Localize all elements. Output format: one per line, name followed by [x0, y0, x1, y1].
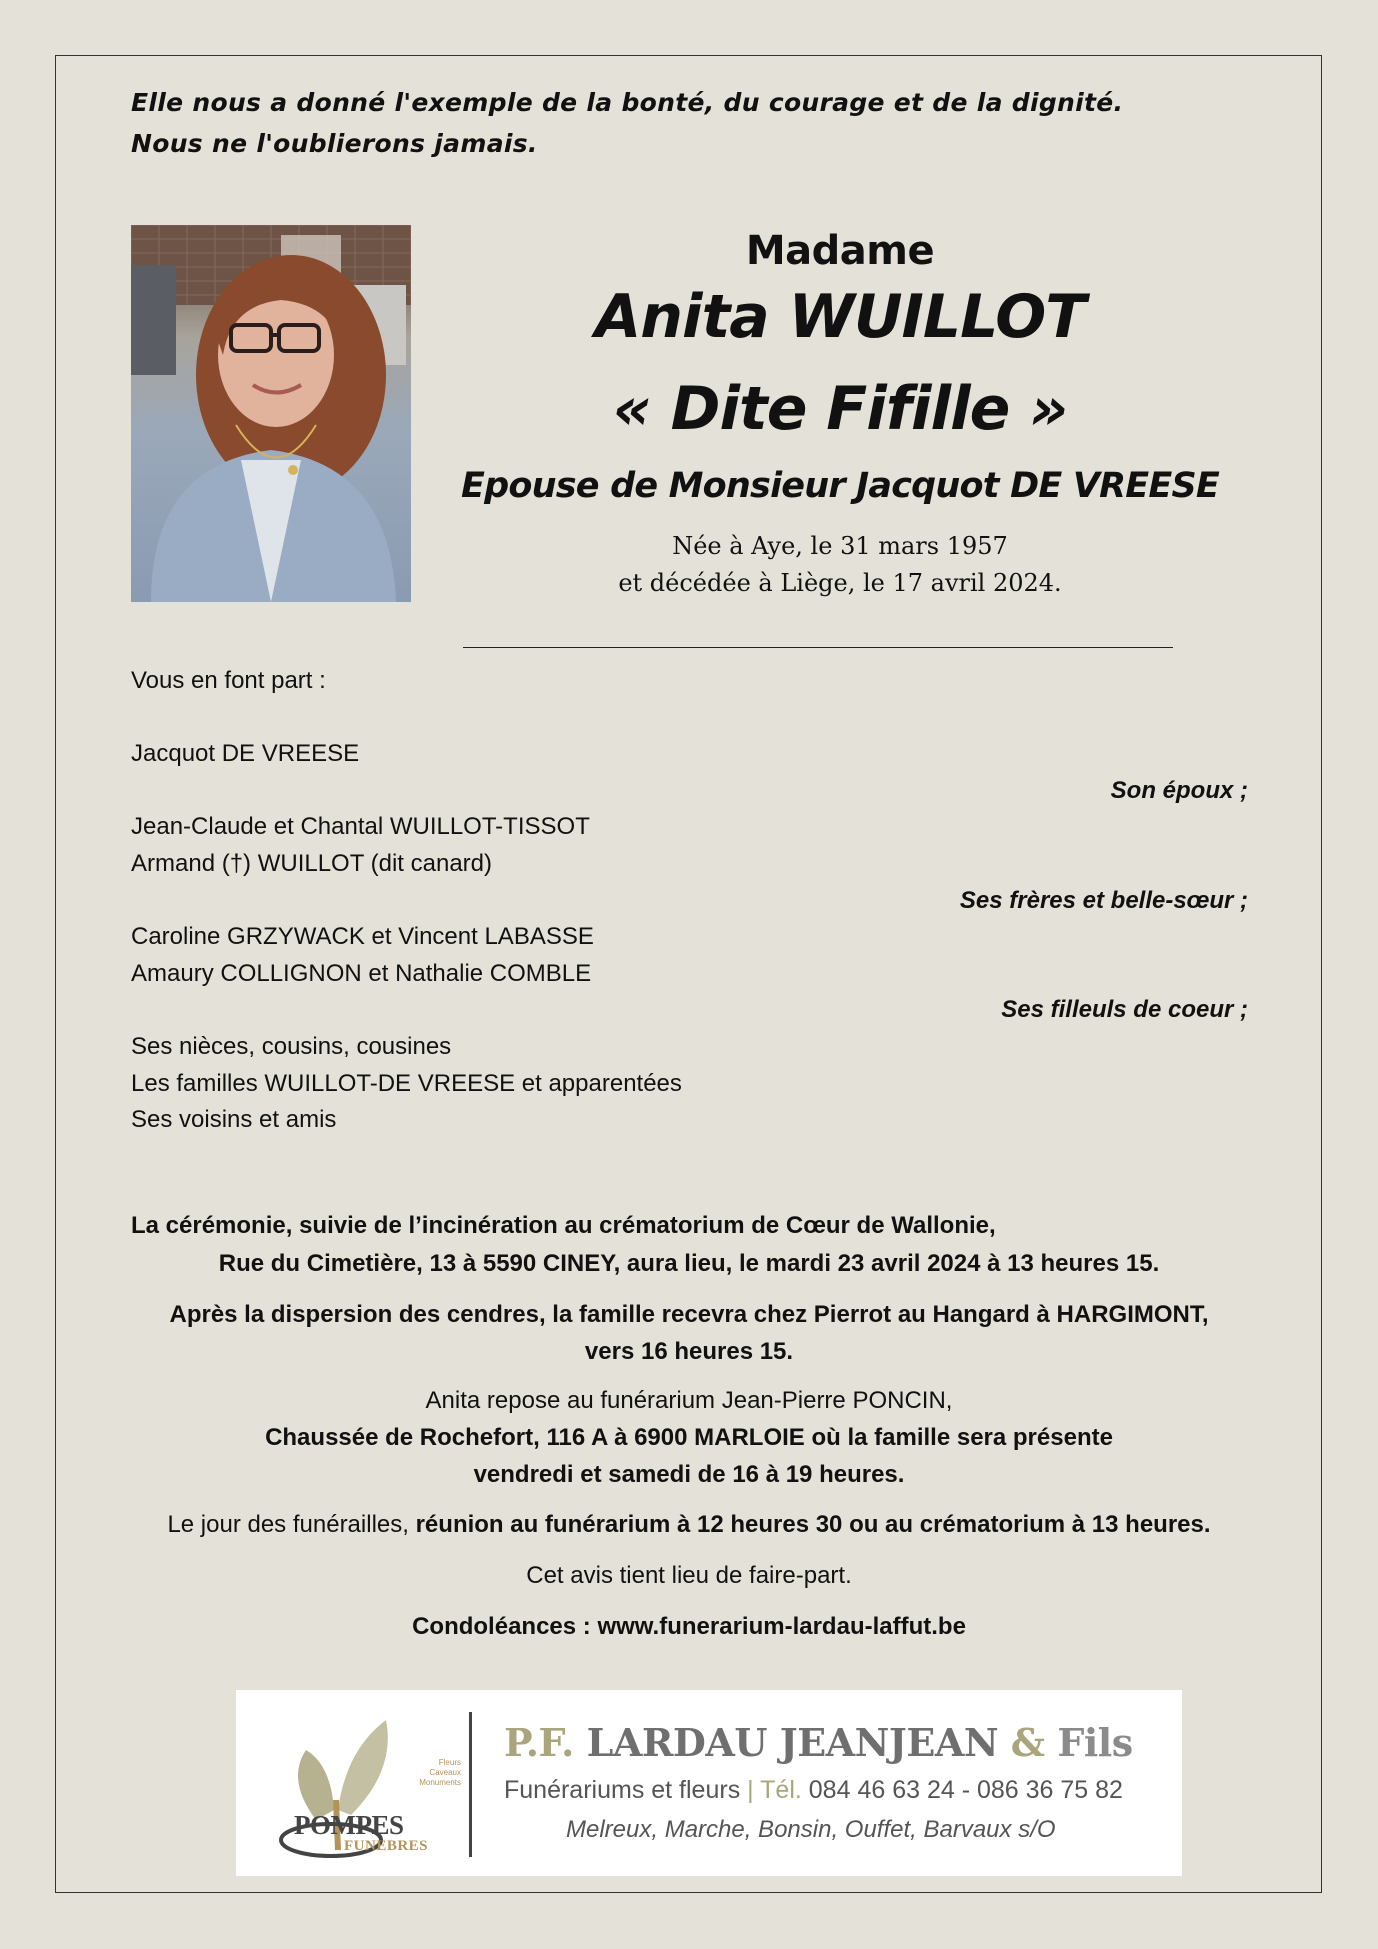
condolences-link[interactable]: Condoléances : www.funerarium-lardau-laffut.be	[412, 1613, 966, 1640]
divider	[463, 647, 1173, 648]
family-member: Ses voisins et amis	[131, 1106, 337, 1133]
quote-line-2: Nous ne l'oublierons jamais.	[131, 129, 538, 158]
logo-sub-flowers: Fleurs	[438, 1758, 461, 1767]
notice-line: Cet avis tient lieu de faire-part.	[526, 1562, 852, 1589]
family-member: Armand (†) WUILLOT (dit canard)	[131, 850, 492, 877]
company-suffix: Fils	[1057, 1720, 1133, 1765]
repose-address: Chaussée de Rochefort, 116 A à 6900 MARLOIE où la famille sera présente	[265, 1424, 1113, 1451]
birth-line: Née à Aye, le 31 mars 1957	[672, 532, 1008, 560]
memorial-quote	[131, 82, 1123, 164]
company-contact	[504, 1776, 1123, 1805]
deceased-name: Anita WUILLOT	[594, 282, 1086, 352]
reception-line: Après la dispersion des cendres, la famille recevra chez Pierrot au Hangard à HARGIMONT,	[169, 1301, 1209, 1328]
nickname: « Dite Fifille »	[612, 374, 1068, 444]
portrait-photo	[131, 225, 411, 602]
banner-divider	[469, 1712, 472, 1857]
ceremony-address: Rue du Cimetière, 13 à 5590 CINEY, aura lieu, le mardi 23 avril 2024 à 13 heures 15.	[218, 1250, 1160, 1277]
company-name	[504, 1720, 1133, 1765]
logo-sub-monuments: Monuments	[419, 1778, 461, 1787]
company-main: LARDAU JEANJEAN	[586, 1720, 999, 1765]
intro-text: Vous en font part :	[131, 667, 326, 694]
relation-label: Son époux ;	[1110, 777, 1248, 804]
family-member: Jacquot DE VREESE	[131, 740, 360, 767]
quote-line-1: Elle nous a donné l'exemple de la bonté, du courage et de la dignité.	[131, 88, 1124, 117]
funeral-home-banner	[236, 1690, 1182, 1876]
reception-time: vers 16 heures 15.	[584, 1338, 794, 1365]
death-line: et décédée à Liège, le 17 avril 2024.	[618, 569, 1062, 597]
funeral-day-intro: Le jour des funérailles,	[167, 1511, 416, 1538]
company-locations: Melreux, Marche, Bonsin, Ouffet, Barvaux s/O	[566, 1816, 1056, 1843]
logo-subtitle	[391, 1758, 461, 1788]
visiting-hours: vendredi et samedi de 16 à 19 heures.	[473, 1461, 905, 1488]
logo-sub-vaults: Caveaux	[429, 1768, 461, 1777]
relation-label: Ses frères et belle-sœur ;	[959, 887, 1248, 914]
family-member: Amaury COLLIGNON et Nathalie COMBLE	[131, 960, 592, 987]
company-services: Funérariums et fleurs	[504, 1776, 741, 1804]
spouse-line: Epouse de Monsieur Jacquot DE VREESE	[460, 466, 1220, 506]
repose-line: Anita repose au funérarium Jean-Pierre PONCIN,	[425, 1387, 953, 1414]
funeral-day-meeting: réunion au funérarium à 12 heures 30 ou au crématorium à 13 heures.	[415, 1511, 1211, 1538]
ceremony-line: La cérémonie, suivie de l’incinération au crématorium de Cœur de Wallonie,	[131, 1212, 996, 1239]
funeral-day-line	[131, 1506, 1247, 1543]
relation-label: Ses filleuls de coeur ;	[1001, 996, 1248, 1023]
family-member: Caroline GRZYWACK et Vincent LABASSE	[131, 923, 594, 950]
honorific: Madame	[745, 228, 935, 274]
family-member: Les familles WUILLOT-DE VREESE et apparentées	[131, 1070, 682, 1097]
family-member: Ses nièces, cousins, cousines	[131, 1033, 452, 1060]
company-phones[interactable]: 084 46 63 24 - 086 36 75 82	[808, 1776, 1123, 1804]
logo-word-funebres: FUNEBRES	[344, 1838, 429, 1854]
family-member: Jean-Claude et Chantal WUILLOT-TISSOT	[131, 813, 590, 840]
life-dates	[560, 528, 1120, 602]
company-prefix: P.F.	[504, 1720, 574, 1765]
company-amp: &	[1010, 1720, 1045, 1765]
tel-label: | Tél.	[747, 1776, 802, 1804]
logo-word-pompes: POMPES	[294, 1810, 404, 1840]
